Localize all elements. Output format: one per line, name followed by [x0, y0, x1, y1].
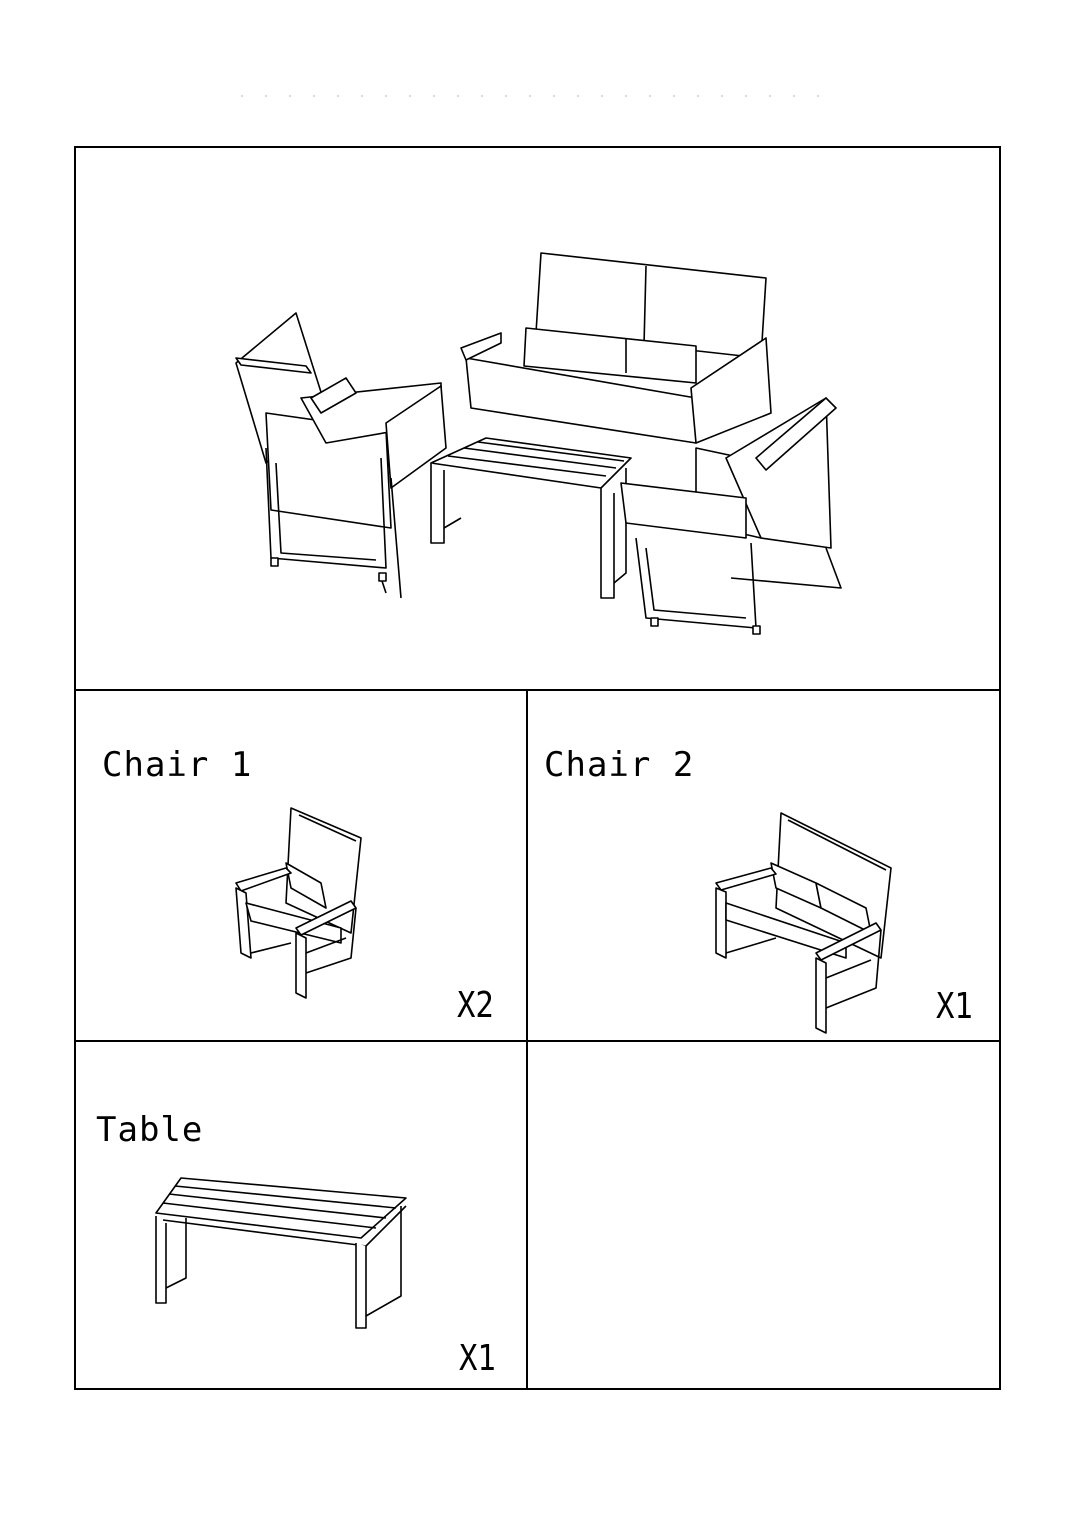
chair-1-illustration: [231, 803, 361, 998]
divider-top: [76, 689, 999, 691]
assembled-set-illustration: [226, 248, 846, 628]
table-illustration: [151, 1178, 406, 1328]
chair-2-label: Chair 2: [544, 745, 695, 785]
divider-middle: [76, 1040, 999, 1042]
chair-1-quantity: X2: [457, 985, 494, 1026]
chair-2-illustration: [716, 808, 891, 1038]
faint-header-marks: [230, 94, 820, 98]
chair-1-label: Chair 1: [102, 745, 253, 785]
parts-sheet: [74, 146, 1001, 1390]
chair-2-quantity: X1: [936, 986, 973, 1027]
divider-vertical: [526, 689, 528, 1390]
table-label: Table: [96, 1110, 204, 1150]
table-quantity: X1: [459, 1338, 496, 1379]
